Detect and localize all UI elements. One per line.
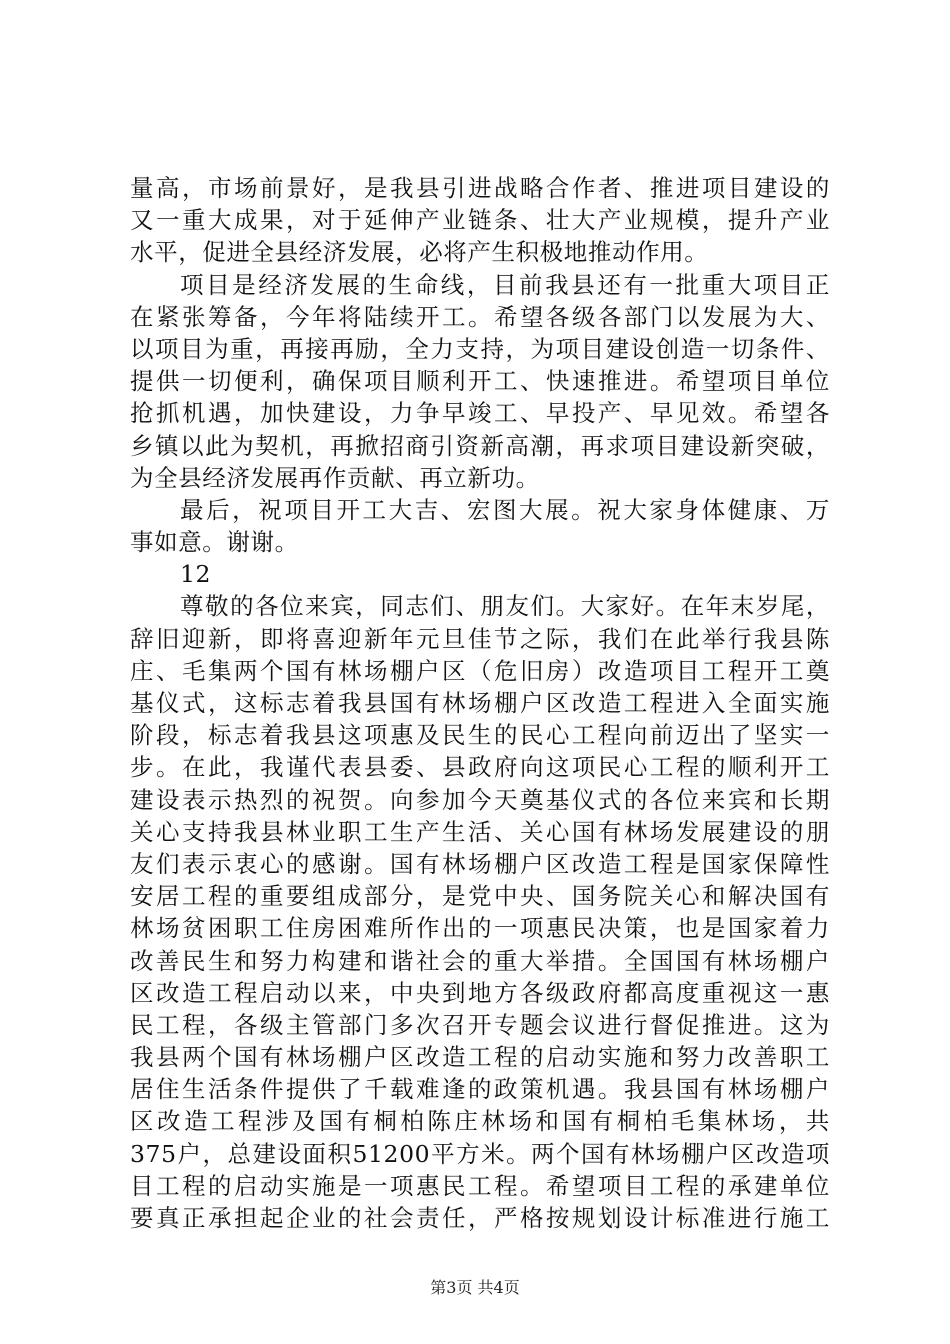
text-line: 民工程，各级主管部门多次召开专题会议进行督促推进。这为 <box>130 1010 830 1039</box>
text-line: 事如意。谢谢。 <box>130 528 299 557</box>
text-line: 提供一切便利，确保项目顺利开工、快速推进。希望项目单位 <box>130 367 830 396</box>
text-line: 友们表示衷心的感谢。国有林场棚户区改造工程是国家保障性 <box>130 849 830 878</box>
text-line: 乡镇以此为契机，再掀招商引资新高潮，再求项目建设新突破， <box>130 431 830 460</box>
text-line: 在紧张筹备，今年将陆续开工。希望各级各部门以发展为大、 <box>130 302 830 331</box>
text-line: 阶段，标志着我县这项惠及民生的民心工程向前迈出了坚实一 <box>130 721 830 750</box>
text-line: 改善民生和努力构建和谐社会的重大举措。全国国有林场棚户 <box>130 946 830 975</box>
text-line: 区改造工程启动以来，中央到地方各级政府都高度重视这一惠 <box>130 978 830 1007</box>
text-line: 居住生活条件提供了千载难逢的政策机遇。我县国有林场棚户 <box>130 1075 830 1104</box>
text-line: 要真正承担起企业的社会责任，严格按规划设计标准进行施工 <box>130 1204 830 1232</box>
text-line: 安居工程的重要组成部分，是党中央、国务院关心和解决国有 <box>130 882 830 911</box>
text-line: 基仪式，这标志着我县国有林场棚户区改造工程进入全面实施 <box>130 689 830 717</box>
page-footer: 第3页 共4页 <box>430 1278 520 1297</box>
text-line: 以项目为重，再接再励，全力支持，为项目建设创造一切条件、 <box>130 334 830 363</box>
text-line: 为全县经济发展再作贡献、再立新功。 <box>130 463 540 492</box>
text-line: 量高，市场前景好，是我县引进战略合作者、推进项目建设的 <box>130 174 830 202</box>
text-line: 目工程的启动实施是一项惠民工程。希望项目工程的承建单位 <box>130 1171 830 1200</box>
text-line: 水平，促进全县经济发展，必将产生积极地推动作用。 <box>130 238 709 267</box>
text-line: 步。在此，我谨代表县委、县政府向这项民心工程的顺利开工 <box>130 753 830 782</box>
text-line: 最后，祝项目开工大吉、宏图大展。祝大家身体健康、万 <box>180 495 830 524</box>
text-line: 项目是经济发展的生命线，目前我县还有一批重大项目正 <box>180 270 830 299</box>
text-line: 关心支持我县林业职工生产生活、关心国有林场发展建设的朋 <box>130 817 830 846</box>
text-line: 建设表示热烈的祝贺。向参加今天奠基仪式的各位来宾和长期 <box>130 785 830 814</box>
text-line: 庄、毛集两个国有林场棚户区（危旧房）改造项目工程开工奠 <box>130 656 830 685</box>
body-text <box>130 172 830 1234</box>
text-line: 尊敬的各位来宾，同志们、朋友们。大家好。在年末岁尾， <box>180 592 830 621</box>
text-line: 又一重大成果，对于延伸产业链条、壮大产业规模，提升产业 <box>130 206 830 235</box>
text-line: 林场贫困职工住房困难所作出的一项惠民决策，也是国家着力 <box>130 914 830 943</box>
text-line: 区改造工程涉及国有桐柏陈庄林场和国有桐柏毛集林场，共 <box>130 1107 830 1136</box>
text-line: 12 <box>180 560 212 589</box>
text-line: 我县两个国有林场棚户区改造工程的启动实施和努力改善职工 <box>130 1043 830 1072</box>
text-line: 抢抓机遇，加快建设，力争早竣工、早投产、早见效。希望各 <box>130 399 830 428</box>
text-line: 375户，总建设面积51200平方米。两个国有林场棚户区改造项 <box>130 1139 830 1168</box>
text-line: 辞旧迎新，即将喜迎新年元旦佳节之际，我们在此举行我县陈 <box>130 624 830 653</box>
